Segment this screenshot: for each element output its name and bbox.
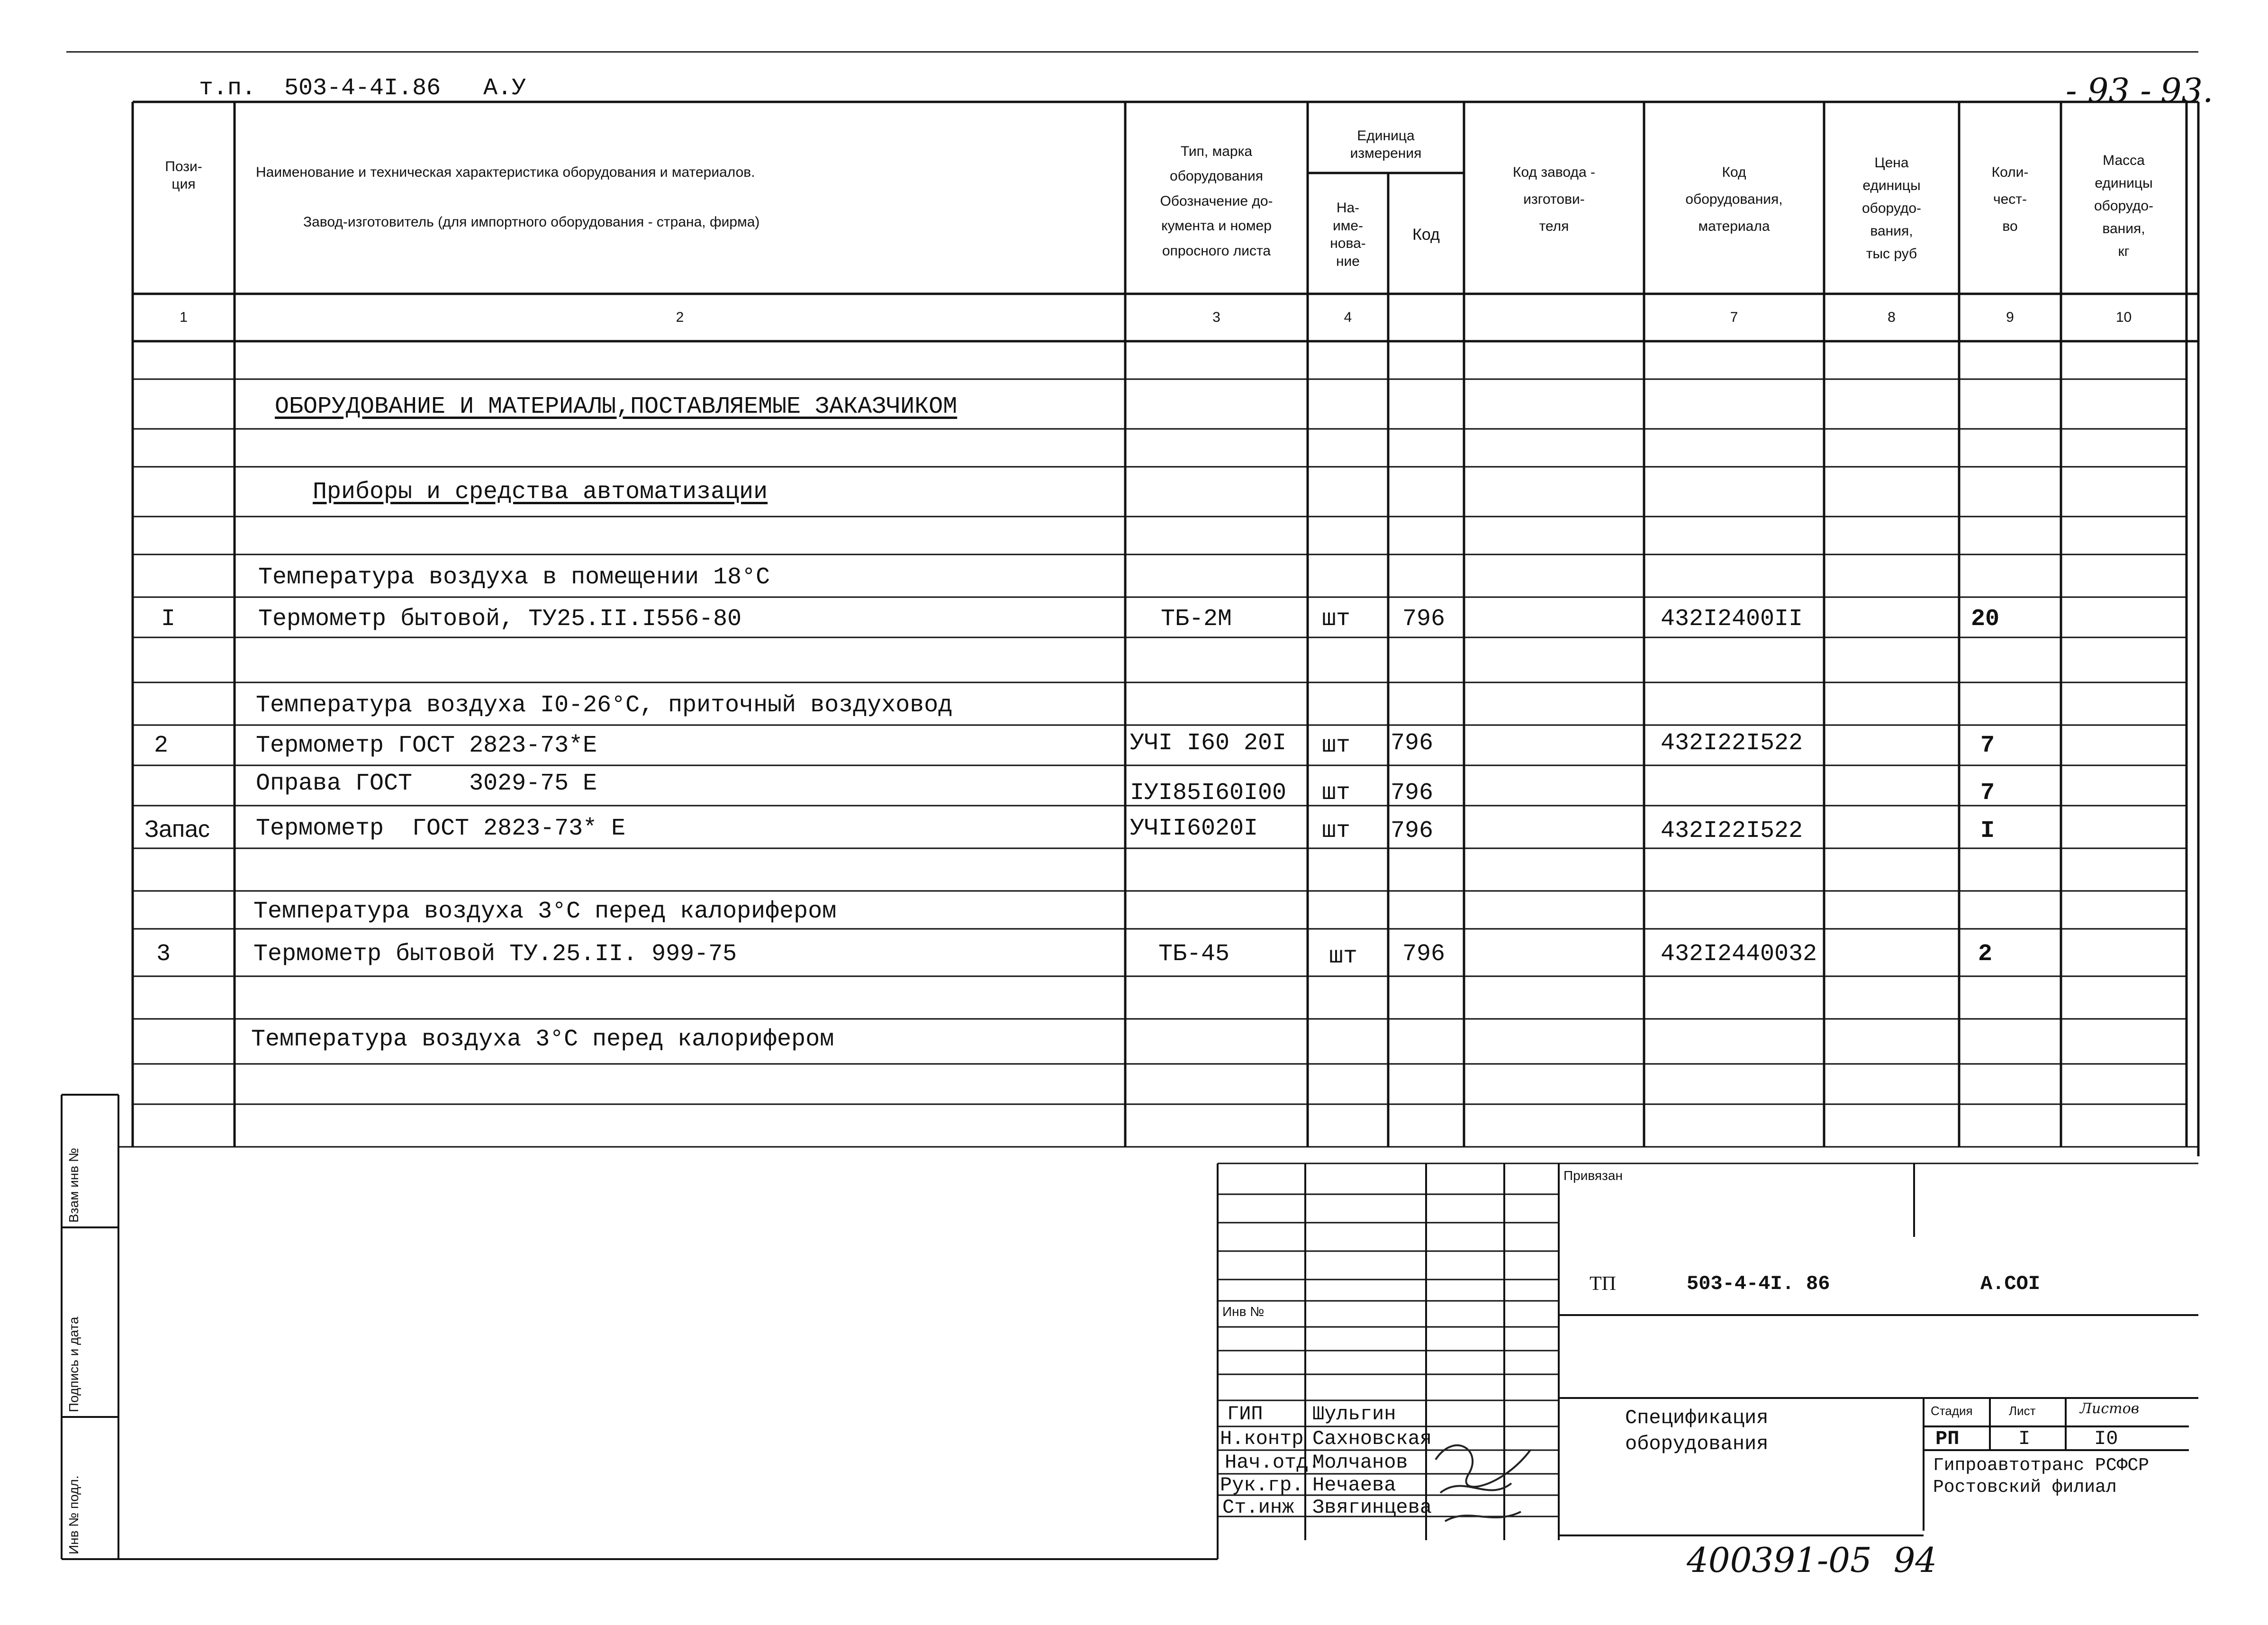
row2-name: Термометр ГОСТ 2823-73*Е [256, 732, 597, 759]
col7-header: Код оборудования, материала [1685, 164, 1783, 234]
row1-unit: шт [1322, 606, 1351, 633]
privyazan-label: Привязан [1563, 1168, 1623, 1183]
col10-header: Масса единицы оборудо- вания, кг [2094, 153, 2154, 259]
row3-unit: шт [1322, 780, 1351, 807]
name-nach-otd: Молчанов [1312, 1451, 1408, 1474]
tp-label: ТП [1590, 1273, 1616, 1295]
group-title-3: Температура воздуха 3°С перед калорифером [253, 898, 837, 925]
group-title-1: Температура воздуха в помещении 18°С [258, 564, 770, 591]
col-number-3: 3 [1212, 309, 1220, 326]
col4-header: На- име- нова- ние [1330, 200, 1366, 269]
group-title-4: Температура воздуха 3°С перед калорифером [251, 1026, 834, 1053]
col-number-7: 7 [1730, 309, 1738, 326]
row2-unit: шт [1322, 732, 1351, 759]
row2-type: УЧI I60 20I [1130, 730, 1287, 757]
sidebar-vzam: Взам инв № [66, 1148, 81, 1223]
row2-code: 796 [1391, 730, 1434, 757]
bottom-stamp: 400391-05 94 [1687, 1540, 1937, 1580]
col-number-8: 8 [1888, 309, 1896, 326]
sidebar-sign-date: Подпись и дата [66, 1316, 81, 1412]
row1-qty: 20 [1971, 606, 2000, 633]
inv-label: Инв № [1222, 1304, 1265, 1319]
sidebar-inv-no: Инв № подл. [66, 1475, 81, 1554]
row5-type: ТБ-45 [1158, 941, 1230, 968]
col8-header: Цена единицы оборудо- вания, тыс руб [1861, 155, 1922, 262]
sheet-code: А.СОI [1980, 1272, 2041, 1295]
unit-group-header: Единица измерения [1350, 127, 1422, 161]
row3-name: Оправа ГОСТ 3029-75 Е [256, 770, 597, 797]
page-mark: - 93 - [2066, 71, 2151, 110]
row4-code: 796 [1391, 817, 1434, 844]
row5-equip-code: 432I2440032 [1661, 941, 1817, 968]
row1-name: Термометр бытовой, ТУ25.II.I556-80 [258, 606, 742, 633]
stage-label: Стадия [1931, 1404, 1973, 1418]
col9-header: Коли- чест- во [1991, 164, 2029, 234]
sheet-value: I [2018, 1427, 2031, 1450]
col-number-2: 2 [676, 309, 684, 326]
row1-equip-code: 432I2400II [1661, 606, 1803, 633]
row3-qty: 7 [1980, 780, 1995, 807]
row3-code: 796 [1391, 780, 1434, 807]
tp-number: 503-4-4I. 86 [1687, 1272, 1830, 1295]
sheet-label: Лист [2009, 1404, 2036, 1418]
col6-header: Код завода - изготови- теля [1513, 164, 1595, 234]
role-ruk-gr: Рук.гр. [1220, 1474, 1304, 1497]
row3-type: IУI85I60I00 [1130, 780, 1287, 807]
row5-unit: шт [1329, 943, 1358, 970]
row4-name: Термометр ГОСТ 2823-73* Е [256, 815, 626, 842]
row4-pos: Запас [145, 816, 210, 842]
signature-scribble [1426, 1422, 1549, 1535]
stage-value: РП [1935, 1427, 1960, 1450]
row2-pos: 2 [154, 732, 169, 759]
sheets-value: I0 [2094, 1427, 2118, 1450]
col2-header-line1: Наименование и техническая характеристика оборудования и материалов. [256, 164, 755, 180]
row5-pos: 3 [156, 941, 171, 968]
subsection-title: Приборы и средства автоматизации [313, 479, 768, 506]
name-n-kontr: Сахновская [1312, 1427, 1432, 1450]
group-title-2: Температура воздуха I0-26°С, приточный воздуховод [256, 692, 953, 719]
role-gip: ГИП [1227, 1403, 1263, 1425]
col3-header: Тип, марка оборудования Обозначение до- кумента и номер опросного листа [1160, 143, 1273, 259]
document-reference: т.п. 503-4-4I.86 А.У [199, 75, 526, 102]
col-number-10: 10 [2115, 309, 2132, 326]
name-ruk-gr: Нечаева [1312, 1474, 1396, 1497]
section-title: ОБОРУДОВАНИЕ И МАТЕРИАЛЫ,ПОСТАВЛЯЕМЫЕ ЗАКАЗЧИКОМ [275, 393, 958, 420]
row5-code: 796 [1402, 941, 1446, 968]
col-number-1: 1 [180, 309, 188, 326]
col-number-4: 4 [1344, 309, 1352, 326]
row4-equip-code: 432I22I522 [1661, 817, 1803, 844]
row5-qty: 2 [1978, 941, 1993, 968]
sheets-label: Листов [2080, 1400, 2140, 1417]
col-number-9: 9 [2006, 309, 2014, 326]
name-st-inzh: Звягинцева [1312, 1496, 1432, 1519]
role-st-inzh: Ст.инж [1222, 1496, 1294, 1519]
role-n-kontr: Н.контр [1220, 1427, 1304, 1450]
row4-unit: шт [1322, 817, 1351, 844]
row1-pos: I [161, 606, 176, 633]
col2-header-line2: Завод-изготовитель (для импортного оборудования - страна, фирма) [303, 214, 760, 230]
row1-code: 796 [1402, 606, 1446, 633]
row1-type: ТБ-2М [1161, 606, 1232, 633]
row2-qty: 7 [1980, 732, 1995, 759]
row4-type: УЧII6020I [1130, 815, 1258, 842]
row5-name: Термометр бытовой ТУ.25.II. 999-75 [253, 941, 737, 968]
organization: Гипроавтотранс РСФСР Ростовский филиал [1933, 1455, 2150, 1498]
role-nach-otd: Нач.отд. [1225, 1451, 1320, 1474]
page-mark-corner: 93. [2160, 71, 2214, 110]
col5-header: Код [1412, 225, 1440, 244]
row2-equip-code: 432I22I522 [1661, 730, 1803, 757]
doc-title: Спецификация оборудования [1625, 1407, 1769, 1455]
col1-header: Пози- ция [165, 158, 202, 192]
row4-qty: I [1980, 817, 1995, 844]
name-gip: Шульгин [1312, 1403, 1396, 1425]
